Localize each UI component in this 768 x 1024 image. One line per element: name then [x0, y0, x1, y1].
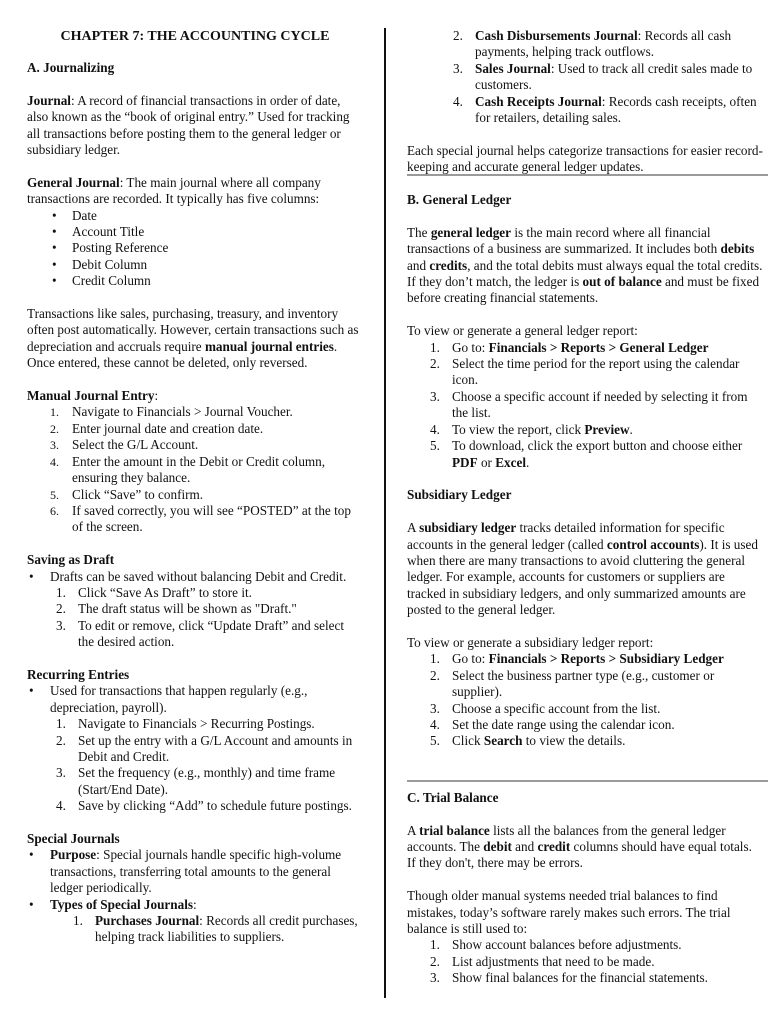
- chapter-title: CHAPTER 7: THE ACCOUNTING CYCLE: [60, 29, 330, 44]
- list-item: • Used for transactions that happen regularly (e.g., depreciation, payroll). 1. Navigate to Financials > Recurring Postings. 2. Set up the entry with a G/L Account and amounts in Debit and Credit. 3. Set the frequency (e.g., monthly) and time frame (Start/End Date). 4. Save by clicking “Add” to schedule future postings.: [50, 683, 363, 814]
- trial-balance-uses: [407, 937, 763, 986]
- journal-columns-list: [27, 208, 363, 290]
- sl-report-steps: [407, 651, 763, 749]
- list-item: 1. Click “Save As Draft” to store it.: [56, 584, 252, 600]
- general-journal-text: : The main journal where all company transactions are recorded. It typically has five columns:: [27, 174, 321, 207]
- auto-text-1: Transactions like sales, purchasing, treasury, and inventory often post automatically. However, certain transactions such as depreciation and accruals require: [27, 306, 359, 354]
- sl-report-intro: To view or generate a subsidiary ledger report:: [407, 634, 654, 650]
- recurring-steps: [27, 716, 363, 814]
- left-column: [27, 28, 363, 946]
- list-item: 3. Sales Journal: Used to track all credit sales made to customers.: [453, 60, 753, 93]
- list-item: 5. Click “Save” to confirm.: [50, 486, 204, 502]
- list-item: 3. Select the G/L Account.: [50, 437, 199, 453]
- journal-definition: [27, 93, 363, 159]
- list-item: • Purpose: Special journals handle specific high-volume transactions, transferring total amounts to the general ledger periodically.: [50, 847, 363, 896]
- list-item: 4. Cash Receipts Journal: Records cash receipts, often for retailers, detailing sales.: [453, 93, 757, 126]
- list-item: 4. Save by clicking “Add” to schedule future postings.: [56, 798, 352, 814]
- manual-journal-entries-term: manual journal entries: [204, 338, 334, 354]
- special-journal-types: [50, 913, 363, 946]
- list-item: • Account Title: [72, 224, 363, 240]
- gl-report-intro: To view or generate a general ledger report:: [407, 323, 638, 339]
- list-item: • Date: [72, 208, 363, 224]
- list-item: 4. Enter the amount in the Debit or Credit column, ensuring they balance.: [50, 453, 326, 486]
- gl-report-steps: [407, 340, 763, 471]
- list-item: 3. Choose a specific account if needed by selecting it from the list.: [430, 388, 748, 421]
- draft-heading: Saving as Draft: [27, 552, 115, 568]
- list-item: 1. Show account balances before adjustments.: [430, 937, 682, 953]
- draft-steps: [27, 585, 363, 651]
- list-item: • Drafts can be saved without balancing Debit and Credit. 1. Click “Save As Draft” to store it. 2. The draft status will be shown as "Draft." 3. To edit or remove, click “Update Draft” and select the desired action.: [50, 569, 363, 651]
- list-item: • Types of Special Journals: 1. Purchases Journal: Records all credit purchases, helping track liabilities to suppliers.: [50, 897, 363, 946]
- list-item: 4. To view the report, click Preview.: [430, 421, 633, 437]
- subsidiary-ledger-heading: Subsidiary Ledger: [407, 487, 512, 503]
- trial-balance-older-paragraph: Though older manual systems needed trial balances to find mistakes, today’s software rarely makes such errors. The trial balance is still used to:: [407, 888, 731, 936]
- list-item: 6. If saved correctly, you will see “POSTED” at the top of the screen.: [50, 502, 351, 535]
- list-item: 3. Choose a specific account from the list.: [430, 700, 661, 716]
- recurring-list: [27, 683, 363, 814]
- list-item: 1. Navigate to Financials > Journal Voucher.: [50, 404, 293, 420]
- list-item: 1. Navigate to Financials > Recurring Postings.: [56, 716, 315, 732]
- section-a-heading: A. Journalizing: [27, 60, 115, 75]
- list-item: 1. Purchases Journal: Records all credit purchases, helping track liabilities to suppliers.: [73, 913, 358, 945]
- manual-entry-colon: :: [154, 388, 159, 404]
- list-item: 3. To edit or remove, click “Update Draft” and select the desired action.: [56, 617, 345, 650]
- list-item: 2. Select the business partner type (e.g., customer or supplier).: [430, 667, 715, 700]
- section-b-heading: B. General Ledger: [407, 192, 512, 208]
- list-item: 2. The draft status will be shown as "Draft.": [56, 601, 297, 617]
- list-item: 1. Go to: Financials > Reports > General Ledger: [430, 339, 709, 355]
- list-item: • Debit Column: [72, 257, 363, 273]
- subsidiary-ledger-paragraph: A subsidiary ledger tracks detailed information for specific accounts in the general ledger (called control accounts). It is used when there are many transactions to avoid cluttering the general ledger. For example, accounts for customers or suppliers are tracked in subsidiary ledgers, and only summarized amounts are posted to the general ledger.: [407, 520, 758, 618]
- list-item: 1. Go to: Financials > Reports > Subsidiary Ledger: [430, 651, 724, 667]
- list-item: 2. Select the time period for the report using the calendar icon.: [430, 356, 740, 388]
- list-item: 3. Show final balances for the financial statements.: [430, 970, 708, 986]
- special-journals-heading: Special Journals: [27, 830, 120, 846]
- auto-text-2: . Once entered, these cannot be deleted, only reversed.: [27, 338, 338, 371]
- draft-list: [27, 569, 363, 651]
- list-item: 5. To download, click the export button and choose either PDF or Excel.: [430, 438, 743, 470]
- special-journal-summary: Each special journal helps categorize transactions for easier record-keeping and accurate general ledger updates.: [407, 142, 763, 175]
- general-ledger-paragraph: The general ledger is the main record where all financial transactions of a business are summarized. It includes both debits and credits, and the total debits must always equal the total credits. If they don’t match, the ledger is out of balance and must be fixed before creating financial statements.: [407, 224, 763, 306]
- manual-entry-steps: [27, 404, 363, 535]
- journal-term: Journal: [27, 92, 71, 108]
- list-item: 2. Set up the entry with a G/L Account and amounts in Debit and Credit.: [56, 732, 353, 764]
- general-journal-definition: [27, 175, 363, 208]
- column-divider: [384, 28, 386, 998]
- special-journal-types-continued: [407, 28, 763, 126]
- list-item: 2. Enter journal date and creation date.: [50, 420, 264, 436]
- special-journals-list: [27, 847, 363, 945]
- list-item: • Credit Column: [72, 273, 363, 289]
- list-item: 5. Click Search to view the details.: [430, 733, 626, 749]
- journal-text: : A record of financial transactions in order of date, also known as the “book of original entry.” Used for tracking all transactions before posting them to the general ledger or subsidiary ledger.: [27, 92, 350, 158]
- auto-posting-paragraph: [27, 306, 363, 372]
- section-c-heading: C. Trial Balance: [407, 789, 499, 805]
- list-item: 2. Cash Disbursements Journal: Records all cash payments, helping track outflows.: [453, 28, 732, 60]
- list-item: 4. Set the date range using the calendar icon.: [430, 716, 675, 732]
- list-item: • Posting Reference: [72, 240, 363, 256]
- trial-balance-paragraph: A trial balance lists all the balances from the general ledger accounts. The debit and credit columns should have equal totals. If they don't, there may be errors.: [407, 822, 752, 871]
- manual-entry-heading: [27, 388, 363, 404]
- manual-entry-title: Manual Journal Entry: [27, 388, 155, 404]
- general-journal-term: General Journal: [27, 174, 120, 190]
- list-item: 2. List adjustments that need to be made.: [430, 953, 655, 969]
- right-column: [407, 28, 763, 987]
- recurring-heading: Recurring Entries: [27, 666, 130, 682]
- list-item: 3. Set the frequency (e.g., monthly) and time frame (Start/End Date).: [56, 765, 336, 797]
